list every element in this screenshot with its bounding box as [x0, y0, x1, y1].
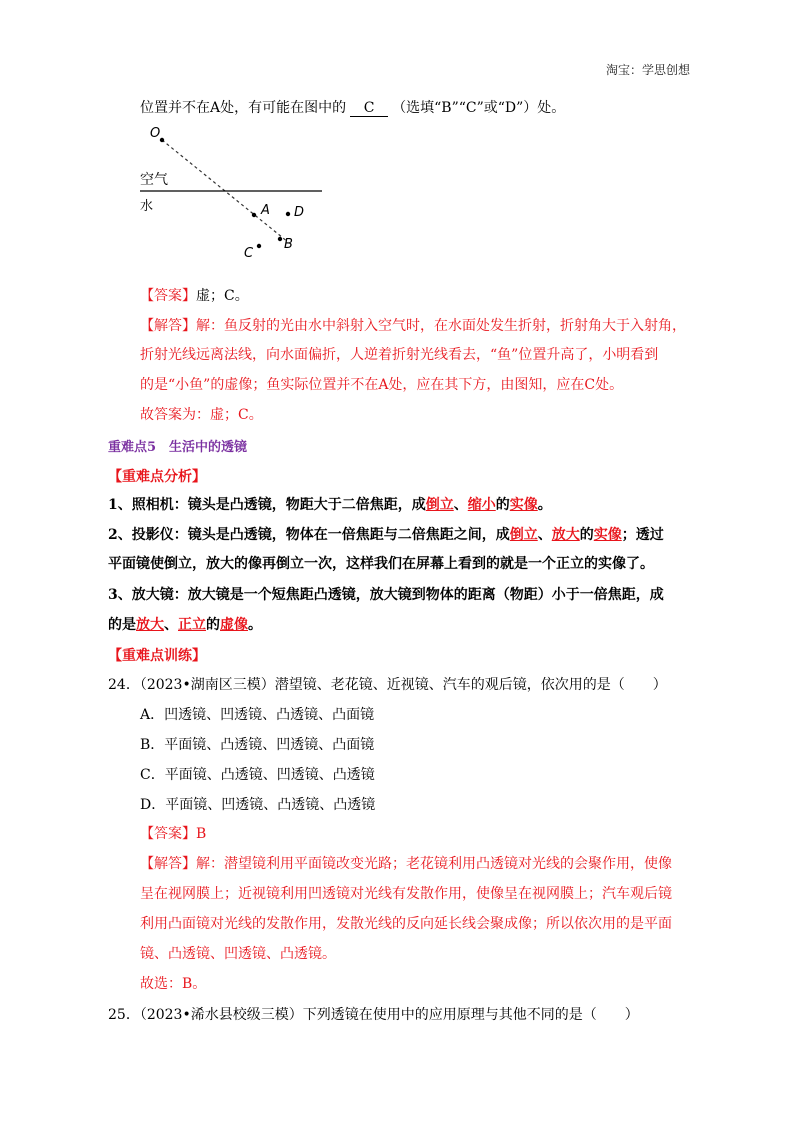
item2-keyword-3: 实像	[593, 527, 622, 543]
q23-analysis-line-3: 的是“小鱼”的虚像；鱼实际位置并不在A处，应在其下方，由图知，应在C处。	[140, 377, 624, 393]
q24-analysis-line-1	[140, 853, 672, 873]
q23-analysis-text-1: 解：鱼反射的光由水中斜射入空气时，在水面处发生折射，折射角大于入射角，	[196, 318, 686, 334]
q24-analysis-tag: 【解答】	[140, 856, 196, 872]
q23-analysis-line-1	[140, 316, 686, 336]
q24-analysis-line-4: 镜、凸透镜、凹透镜、凸透镜。	[140, 946, 336, 962]
item1-keyword-3: 实像	[509, 497, 538, 513]
lens-item-2	[108, 524, 664, 544]
q23-answer-value: 虚；C。	[196, 288, 249, 304]
q24-answer-line	[140, 823, 206, 843]
q23-final-answer: 故答案为：虚；C。	[140, 407, 263, 423]
item2-sep: 、	[537, 527, 552, 543]
q23-analysis-tag: 【解答】	[140, 318, 196, 334]
item2-end: ；透过	[621, 527, 664, 543]
q24-option-d: D．平面镜、凹透镜、凸透镜、凸透镜	[140, 797, 376, 813]
q24-answer-value: B	[196, 826, 207, 842]
header-shop-label: 淘宝：学思创想	[605, 63, 690, 77]
point-a-label: A	[261, 203, 270, 218]
q24-option-c: C．平面镜、凸透镜、凹透镜、凸透镜	[140, 767, 375, 783]
question-24-stem: 24．（2023•湖南区三模）潜望镜、老花镜、近视镜、汽车的观后镜，依次用的是（ ）	[108, 677, 667, 693]
q24-analysis-line-3: 利用凸面镜对光线的发散作用，发散光线的反向延长线会聚成像；所以依次用的是平面	[140, 916, 672, 932]
lens-item-1	[108, 494, 552, 514]
point-c-label: C	[244, 246, 254, 261]
lens-item-3-line-1: 3、放大镜：放大镜是一个短焦距凸透镜，放大镜到物体的距离（物距）小于一倍焦距，成	[108, 587, 664, 603]
q24-answer-tag: 【答案】	[140, 826, 196, 842]
question-23-tail	[140, 98, 565, 118]
q24-final-answer: 故选：B。	[140, 976, 207, 992]
item1-sep: 、	[453, 497, 468, 513]
item2-keyword-1: 倒立	[509, 527, 538, 543]
item3-keyword-3: 虚像	[220, 617, 248, 633]
point-d	[286, 212, 290, 216]
section-analysis-heading: 【重难点分析】	[108, 469, 206, 485]
lens-item-3-line-2	[108, 614, 262, 634]
item1-keyword-1: 倒立	[425, 497, 454, 513]
q23-text-before: 位置并不在A处，有可能在图中的	[140, 100, 347, 116]
water-label: 水	[140, 199, 154, 214]
item1-keyword-2: 缩小	[467, 497, 496, 513]
q23-analysis-line-2: 折射光线远离法线，向水面偏折，人逆着折射光线看去，“鱼”位置升高了，小明看到	[140, 347, 659, 363]
item3-mid: 的	[206, 617, 220, 633]
item3-keyword-2: 正立	[178, 617, 206, 633]
item3-end: 。	[248, 617, 262, 633]
item1-text: 1、照相机：镜头是凸透镜，物距大于二倍焦距，成	[108, 497, 426, 513]
item1-mid: 的	[495, 497, 510, 513]
section-5-title: 重难点5 生活中的透镜	[108, 440, 248, 455]
q24-option-a: A．凹透镜、凹透镜、凸透镜、凸面镜	[140, 707, 375, 723]
point-c	[257, 244, 261, 248]
point-d-label: D	[294, 205, 305, 220]
lens-item-2-line-2: 平面镜使倒立，放大的像再倒立一次，这样我们在屏幕上看到的就是一个正立的实像了。	[108, 556, 654, 572]
point-o	[160, 138, 164, 142]
point-b-label: B	[284, 237, 293, 252]
item3-keyword-1: 放大	[136, 617, 164, 633]
item2-text: 2、投影仪：镜头是凸透镜，物体在一倍焦距与二倍焦距之间，成	[108, 527, 510, 543]
air-label: 空气	[140, 172, 168, 188]
point-a	[252, 213, 256, 217]
q24-analysis-text-1: 解：潜望镜利用平面镜改变光路；老花镜利用凸透镜对光线的会聚作用，使像	[196, 856, 672, 872]
refraction-diagram	[130, 120, 340, 270]
q24-option-b: B．平面镜、凸透镜、凹透镜、凸面镜	[140, 737, 375, 753]
point-o-label: O	[150, 126, 161, 141]
q23-answer-tag: 【答案】	[140, 288, 196, 304]
q23-answer-blank: C	[350, 100, 388, 117]
item2-keyword-2: 放大	[551, 527, 580, 543]
item1-end: 。	[537, 497, 552, 513]
section-training-heading: 【重难点训练】	[108, 648, 206, 664]
point-b	[278, 237, 282, 241]
item3-text: 的是	[108, 617, 136, 633]
item2-mid: 的	[579, 527, 594, 543]
q24-analysis-line-2: 呈在视网膜上；近视镜利用凹透镜对光线有发散作用，使像呈在视网膜上；汽车观后镜	[140, 886, 672, 902]
question-25-stem: 25．（2023•浠水县校级三模）下列透镜在使用中的应用原理与其他不同的是（ ）	[108, 1007, 639, 1023]
q23-text-after: （选填“B”“C”或“D”）处。	[392, 100, 566, 116]
item3-sep: 、	[164, 617, 178, 633]
q23-answer-line	[140, 286, 249, 306]
